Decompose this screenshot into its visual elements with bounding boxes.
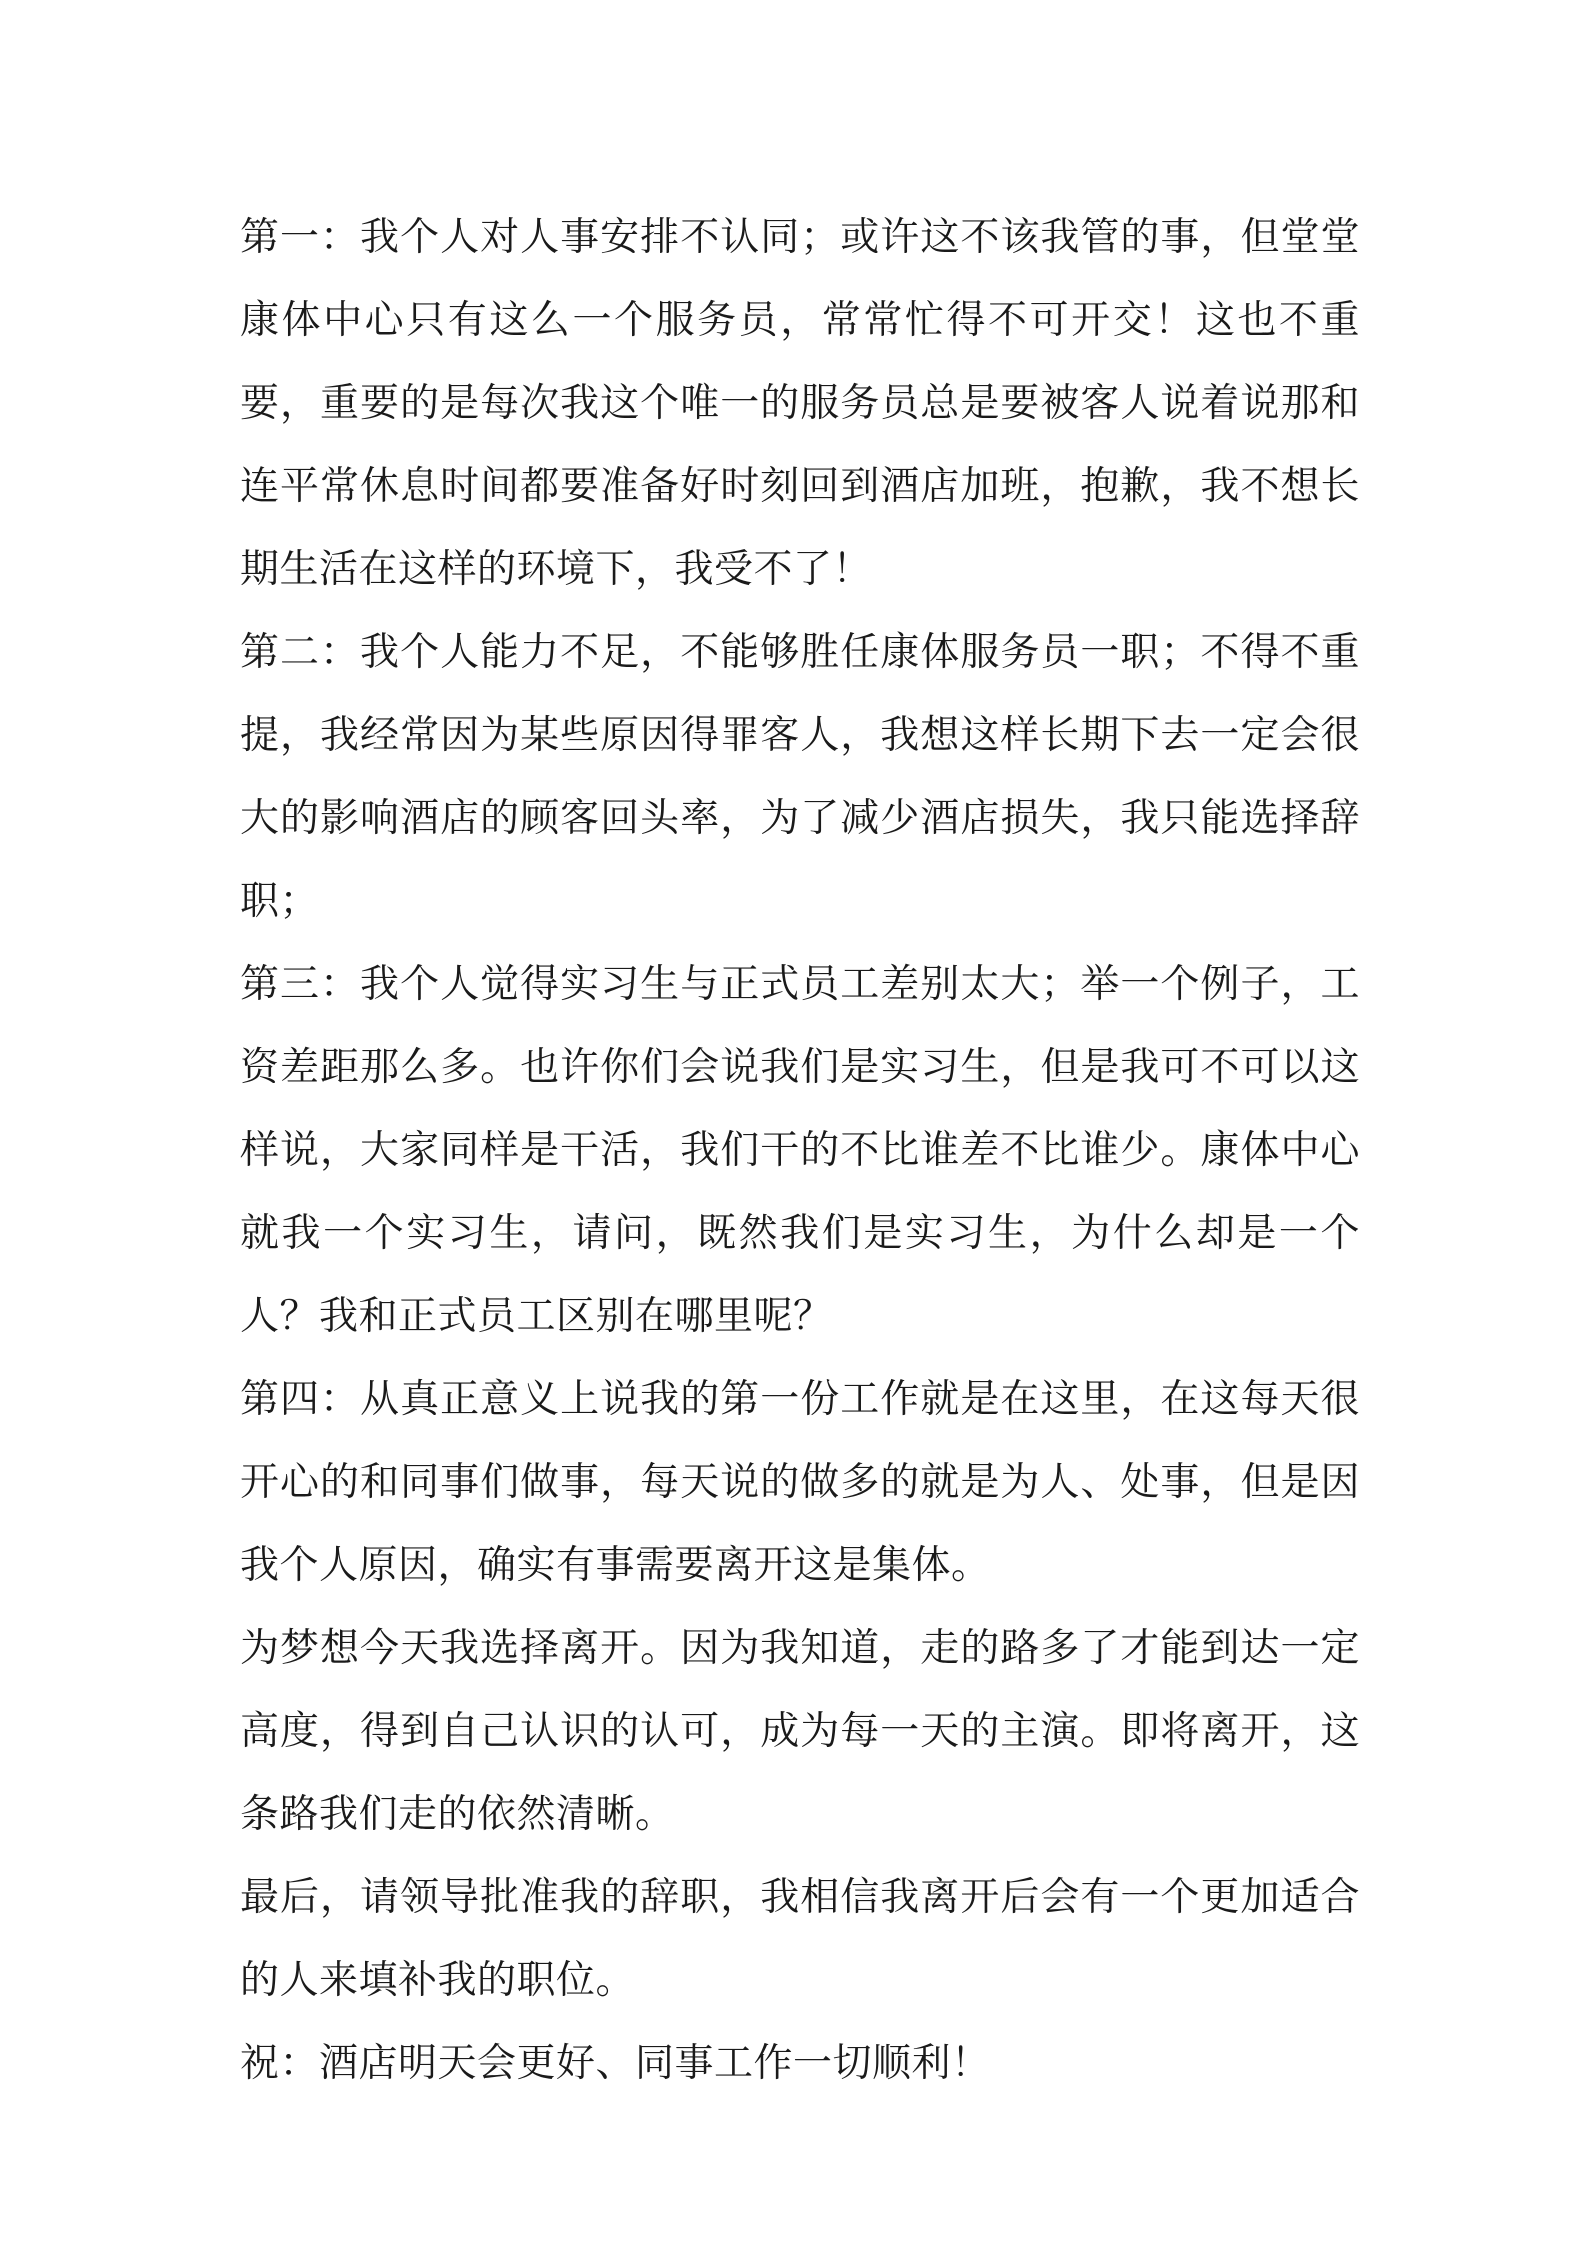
paragraph-reason-one: 第一：我个人对人事安排不认同；或许这不该我管的事，但堂堂康体中心只有这么一个服务员，常常忙得不可开交！这也不重要，重要的是每次我这个唯一的服务员总是要被客人说着说那和连平常休息时间都要准备好时刻回到酒店加班，抱歉，我不想长期生活在这样的环境下，我受不了！ (240, 215, 1360, 592)
paragraph-request: 最后，请领导批准我的辞职，我相信我离开后会有一个更加适合的人来填补我的职位。 (240, 1875, 1360, 2003)
paragraph-dream: 为梦想今天我选择离开。因为我知道，走的路多了才能到达一定高度，得到自己认识的认可，成为每一天的主演。即将离开，这条路我们走的依然清晰。 (240, 1626, 1360, 1837)
paragraph-reason-three: 第三：我个人觉得实习生与正式员工差别太大；举一个例子，工资差距那么多。也许你们会说我们是实习生，但是我可不可以这样说，大家同样是干活，我们干的不比谁差不比谁少。康体中心就我一个实习生，请问，既然我们是实习生，为什么却是一个人？我和正式员工区别在哪里呢？ (240, 962, 1360, 1339)
paragraph-closing-wish: 祝：酒店明天会更好、同事工作一切顺利！ (240, 2041, 991, 2086)
paragraph-reason-four: 第四：从真正意义上说我的第一份工作就是在这里，在这每天很开心的和同事们做事，每天说的做多的就是为人、处事，但是因我个人原因，确实有事需要离开这是集体。 (240, 1377, 1360, 1588)
letter-body (240, 196, 1360, 2105)
paragraph-reason-two: 第二：我个人能力不足，不能够胜任康体服务员一职；不得不重提，我经常因为某些原因得罪客人，我想这样长期下去一定会很大的影响酒店的顾客回头率，为了减少酒店损失，我只能选择辞职； (240, 630, 1360, 924)
